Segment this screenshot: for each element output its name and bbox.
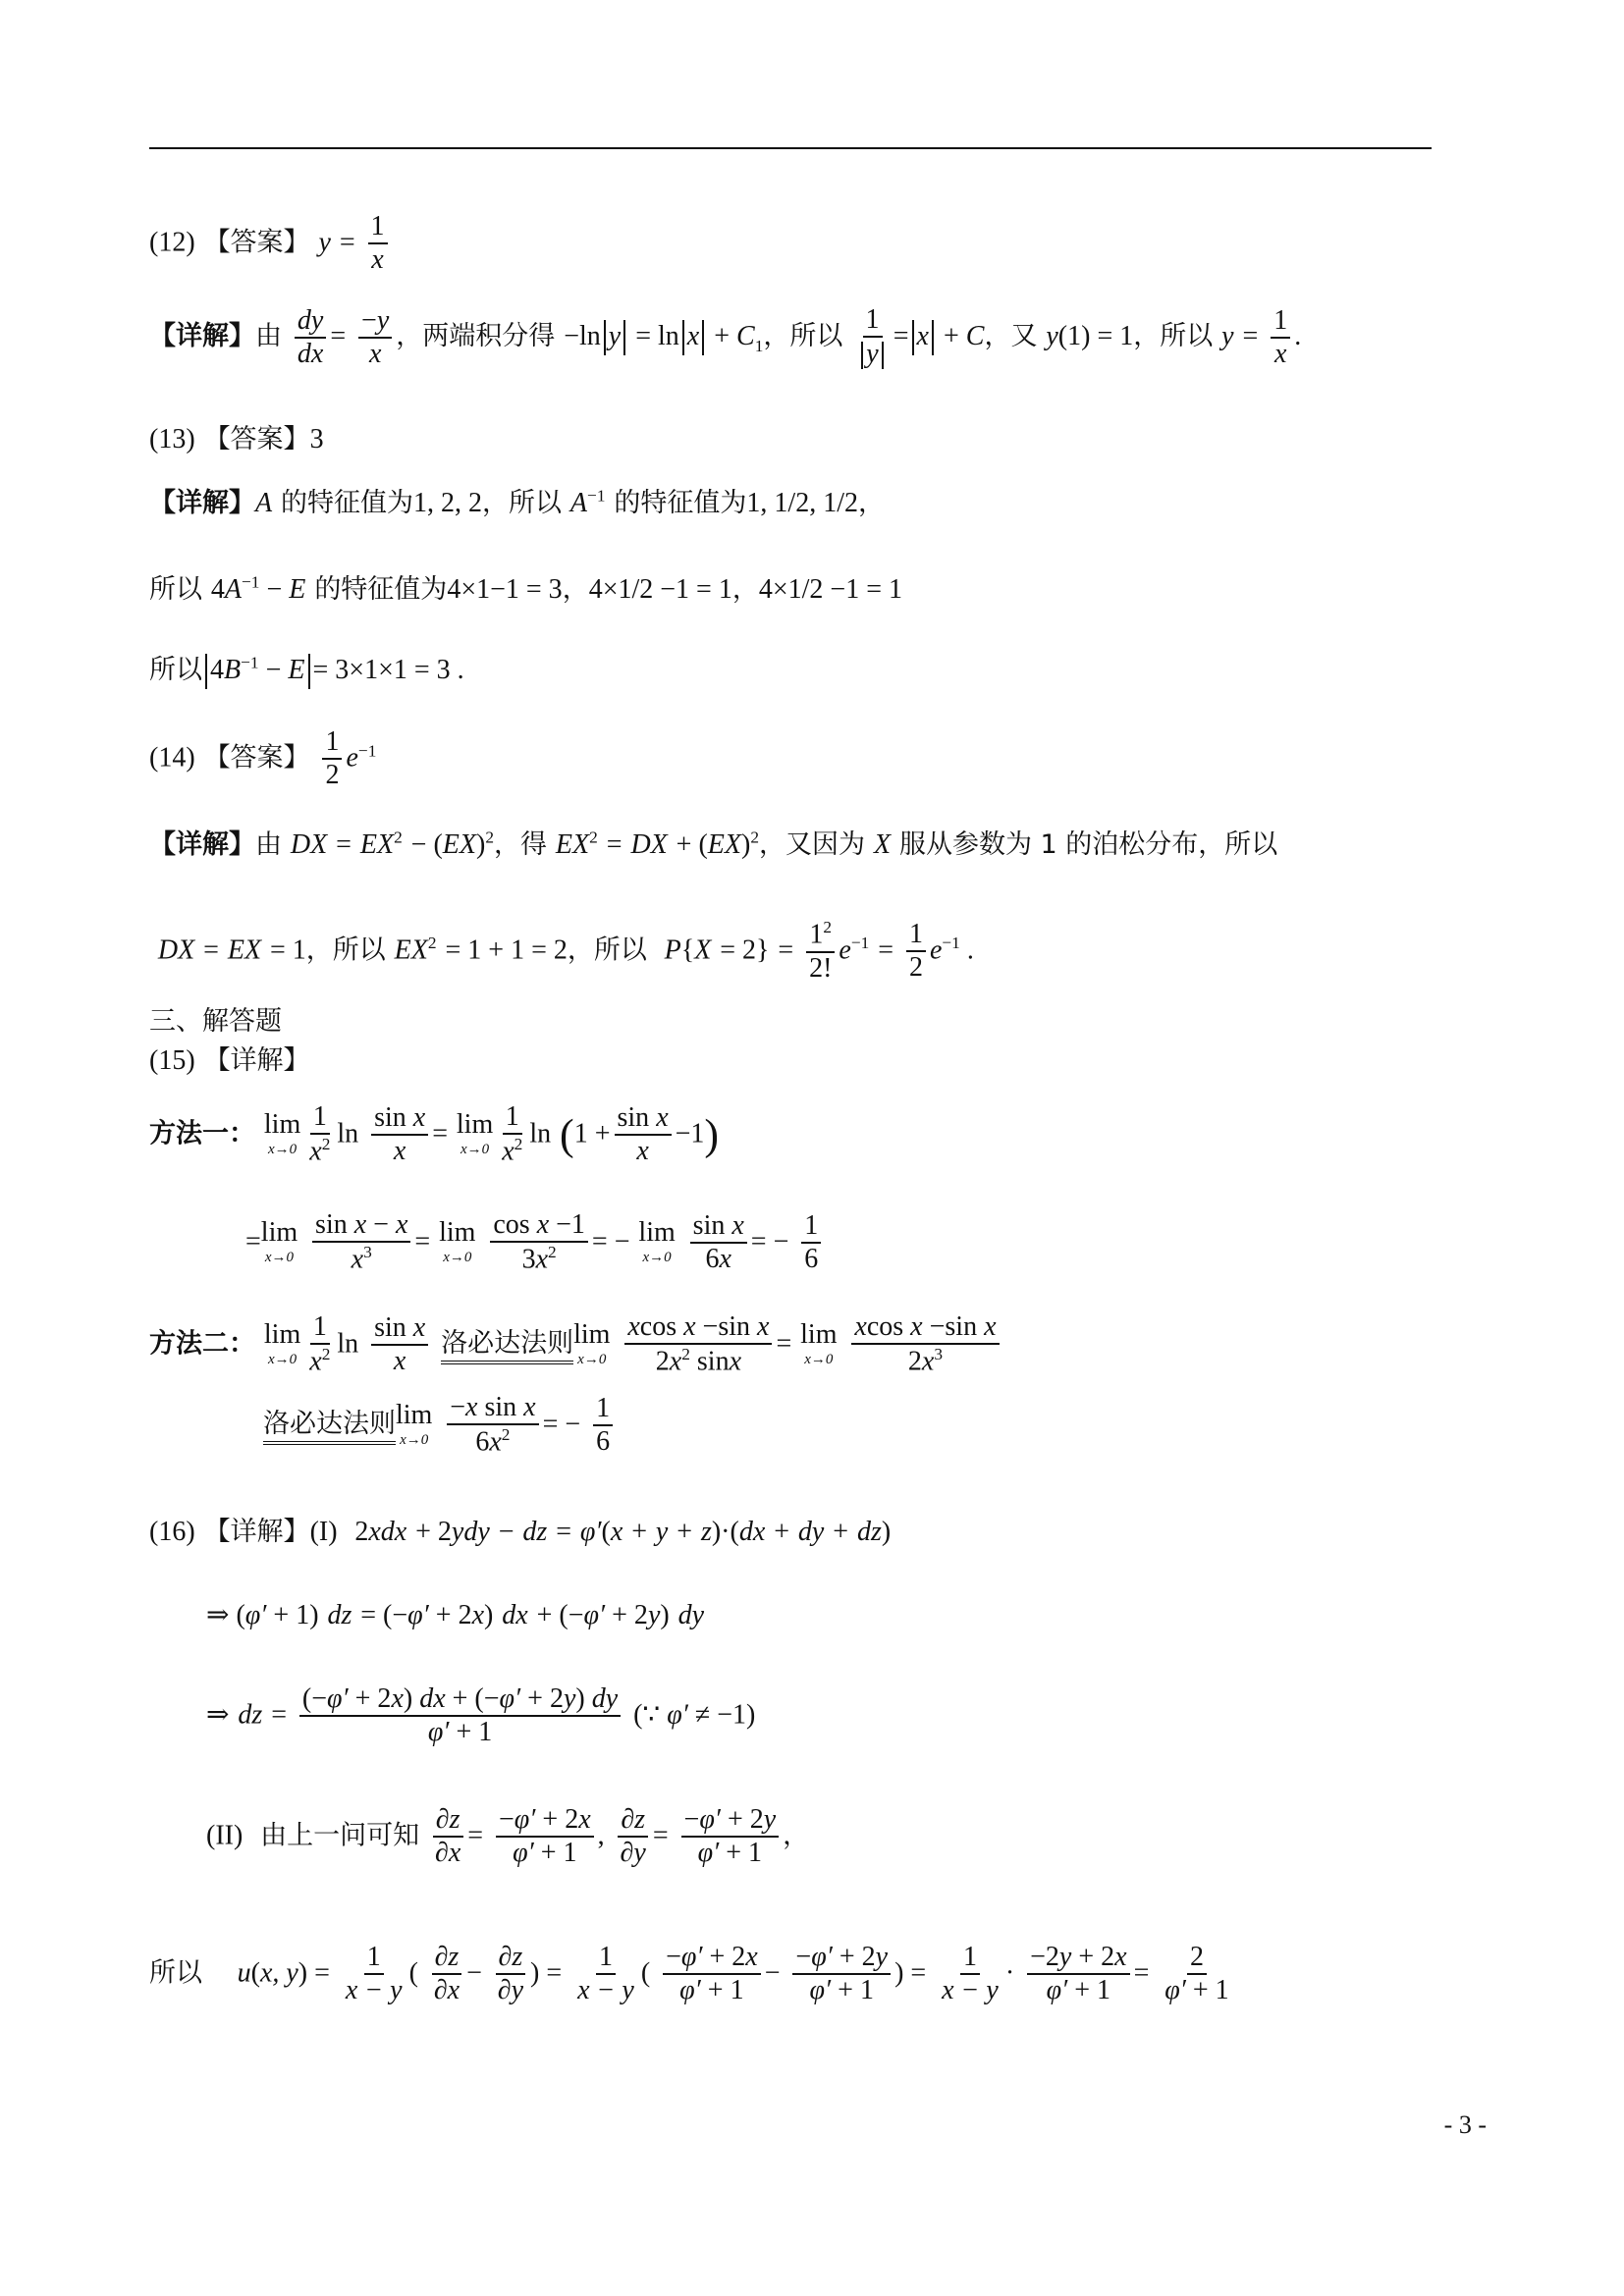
q15-method1-line-2: = lim x→0 $\frac{\text{sin x − x}}{x^3}$ = lim x→0 $\frac{\text{cos x −1}}{3x^2}$ = − lim x→0 $\frac{\text{sin x}}{6x}$ = − $\frac{1}{6}$ (245, 1209, 825, 1276)
q13-answer-line (149, 417, 324, 455)
q13-answer: 3 (309, 424, 324, 454)
q16-part1-label: (I) (309, 1517, 338, 1547)
q16-part2-line: (II) 由上一问可知 $\frac{\partial z}{\partial x}$ = $\frac{-\varphi' + 2x}{\varphi' + 1}$ , $\frac{\partial z}{\partial y}$ = $\frac{-\varphi' + 2y}{\varphi' + 1}$ ， (206, 1804, 810, 1869)
q15-method2-line-2: 洛必达法则 lim x→0 $\frac{\text{−x sin x}}{6x^2}$ = − $\frac{1}{6}$ (263, 1392, 617, 1459)
q14-detail-tag: 【详解】 (149, 829, 255, 860)
q12-answer-tag: 【答案】 (203, 227, 310, 258)
q13-detail-line-3: 所以 $4B^{-1} - E = 3\times 1\times 1 = 3$ . (149, 648, 464, 689)
q13-answer-tag: 【答案】 (203, 424, 310, 454)
q15-detail-tag: 【详解】 (203, 1045, 310, 1076)
q16-final-line: 所以 u(x, y) = $\frac{1}{x - y}$ ( $\frac{\partial z}{\partial x}$ − $\frac{\partial z}{\partial y}$ ) = $\frac{1}{x - y}$ ( $\frac{-\varphi' + 2x}{\varphi' + 1}$ − $\frac{-\varphi' + 2y}{\varphi' + 1}$ ) = $\frac{1}{x - y}$ · $\frac{-2y + 2x}{\varphi' + 1}$ = $\frac{2}{\varphi' + 1}$ (149, 1942, 1229, 2006)
header-rule (149, 147, 1432, 149)
q16-line-1: (16) 【详解】(I) 2xdx + 2ydy − dz = φ′(x + y + z)·(dx + dy + dz) (149, 1517, 892, 1547)
section-title: 三、解答题 (149, 1006, 282, 1037)
q15-label: (15) (149, 1045, 195, 1076)
q15-method2-label: 方法二： (149, 1328, 255, 1360)
q14-label: (14) (149, 742, 195, 774)
q14-detail-line-2: DX = EX = 1，所以 $EX^2 = 1 + 1 = 2$，所以 P{X = 2} = $\frac{1^2}{2!}$ $e^{-1}$ = $\frac{1}{2}$ $e^{-1}$ . (157, 918, 974, 984)
q16-line-2: ⇒ (φ′ + 1) dz = (−φ′ + 2x) dx + (−φ′ + 2y) dy (206, 1600, 705, 1630)
lhopital-rule-label-1: 洛必达法则 (441, 1328, 573, 1364)
q14-answer-tag: 【答案】 (203, 742, 310, 774)
q13-label: (13) (149, 424, 195, 454)
q12-detail-line: 【详解】由 $\frac{dy}{dx}$ = $\frac{-y}{x}$ ，两端积分得 −ln $y = \ln x + C_1$，所以 $\frac{1}{y}$ = x + C，又 y(1) = 1，所以 y = $\frac{1}{x}$ . (149, 304, 1302, 370)
lhopital-rule-label-2: 洛必达法则 (263, 1409, 396, 1445)
q12-detail-tag: 【详解】 (149, 321, 255, 352)
q13-detail-line-1: 【详解】A 的特征值为1, 2, 2，所以 $A^{-1}$ 的特征值为1, 1/2, 1/2， (149, 486, 885, 518)
q16-part2-label: (II) (206, 1820, 244, 1851)
q14-detail-line-1: 【详解】由 DX = $EX^2 - (EX)^2$，得 $EX^2$ = DX + (EX)$^2$，又因为 X 服从参数为 1 的泊松分布，所以 (149, 828, 1278, 860)
q16-label: (16) (149, 1517, 195, 1547)
q12-answer-line: (12) 【答案】 y = $\frac{1}{x}$ (149, 211, 392, 276)
q14-answer-line: (14) 【答案】 $\frac{1}{2}$ $e^{-1}$ (149, 726, 377, 791)
q12-label: (12) (149, 227, 195, 258)
q16-line-3: ⇒ dz = $\frac{(-\varphi' + 2x) dx + (-\varphi' + 2y) dy}{\varphi' + 1}$ (∵ φ′ ≠ −1) (206, 1683, 756, 1748)
q16-detail-tag: 【详解】 (203, 1517, 310, 1547)
q15-method1-label: 方法一： (149, 1118, 255, 1149)
q13-detail-tag: 【详解】 (149, 488, 255, 518)
q15-header (149, 1039, 310, 1077)
q15-method1-line-1: 方法一： lim x→0 $\frac{1}{x^2}$ ln $\frac{\text{sin x}}{x}$ = lim x→0 $\frac{1}{x^2}$ ln (1 + $\frac{\text{sin x}}{x}$ −1) (149, 1101, 720, 1167)
q13-detail-line-2: 所以 $4A^{-1} - E$ 的特征值为4×1−1 = 3，4×1/2 −1 = 1，4×1/2 −1 = 1 (149, 572, 902, 605)
q15-method2-line-1: 方法二： lim x→0 $\frac{1}{x^2}$ ln $\frac{\text{sin x}}{x}$ 洛必达法则 lim x→0 $\frac{\text{xcos x −sin x}}{2x^2 \sin x}$ = lim x→0 $\frac{\text{xcos x −sin x}}{2x^3}$ (149, 1311, 1003, 1378)
page-number: - 3 - (1443, 2110, 1487, 2139)
q12-answer-fraction: $\frac{1}{x}$ (368, 211, 388, 276)
